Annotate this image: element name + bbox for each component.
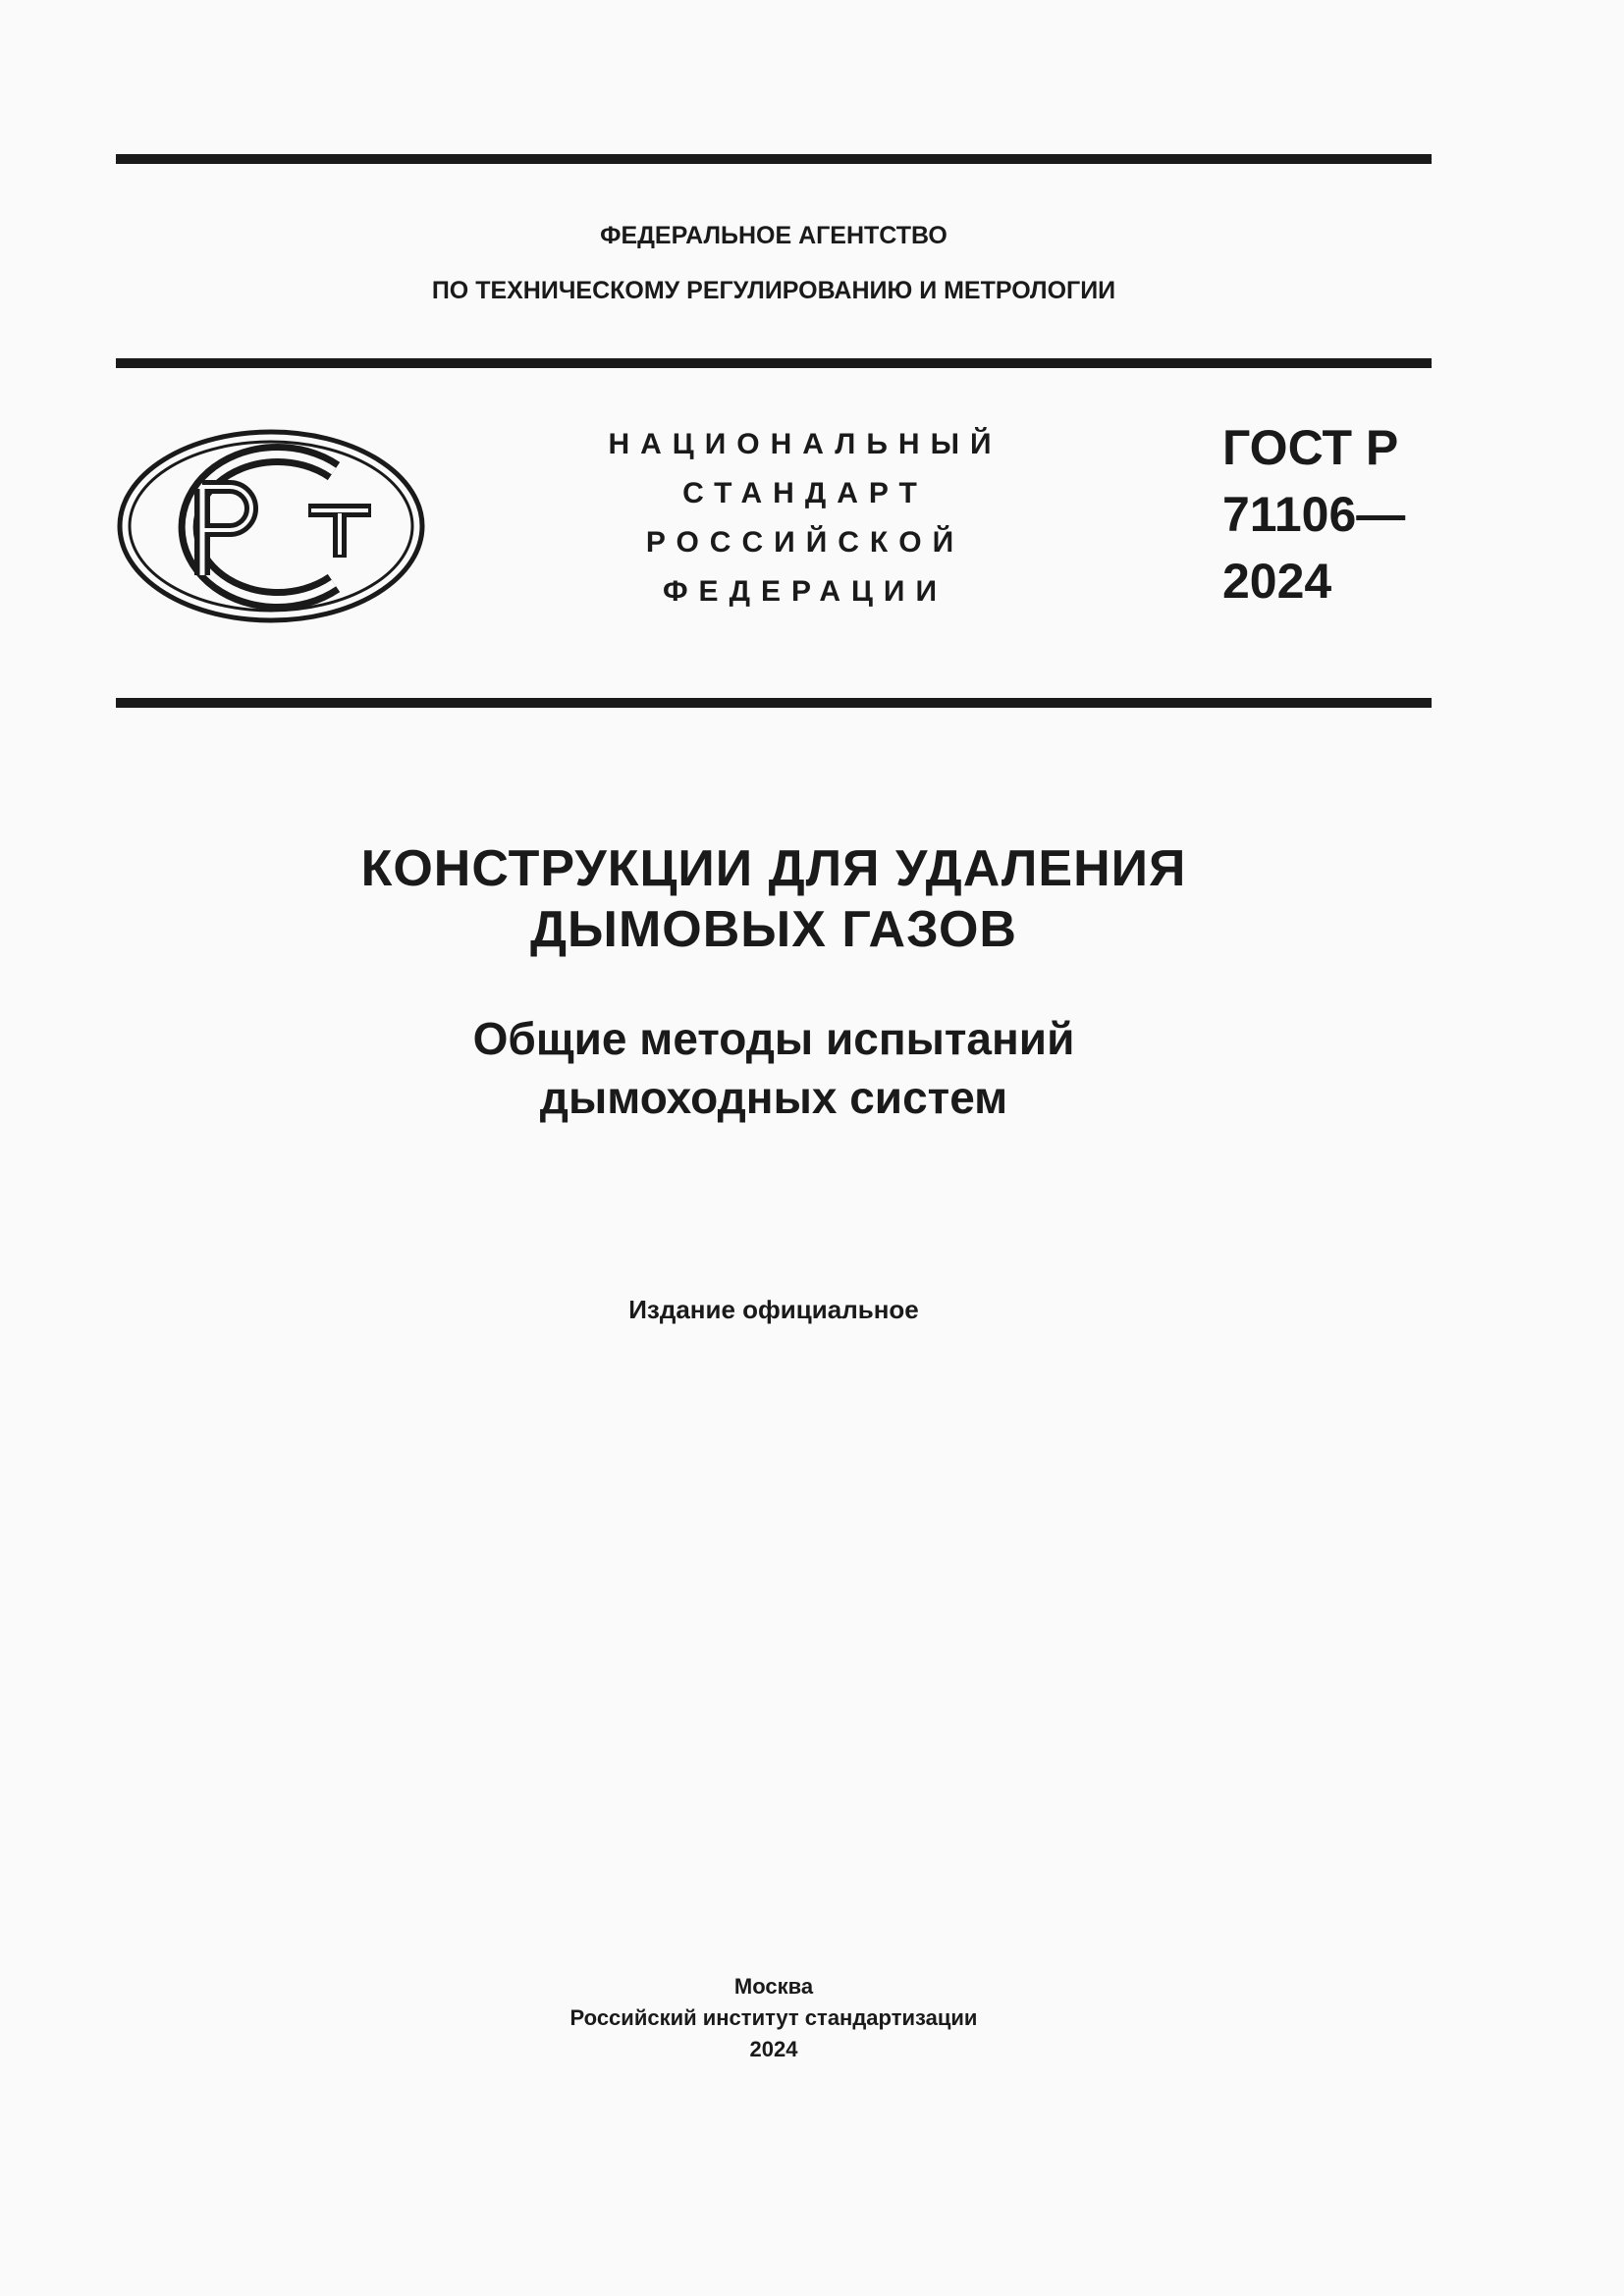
imprint xyxy=(116,1971,1432,2065)
standard-designation xyxy=(1222,414,1405,614)
imprint-publisher: Российский институт стандартизации xyxy=(569,2005,978,2030)
standard-type-block xyxy=(550,420,1060,616)
standard-type-line-3: РОССИЙСКОЙ xyxy=(645,526,965,559)
agency-line-2: ПО ТЕХНИЧЕСКОМУ РЕГУЛИРОВАНИЮ И МЕТРОЛОГИИ xyxy=(431,277,1116,304)
imprint-year: 2024 xyxy=(749,2037,798,2061)
title-line-2: ДЫМОВЫХ ГАЗОВ xyxy=(530,901,1017,958)
edition-label: Издание официальное xyxy=(628,1295,919,1324)
designation-line-3: 2024 xyxy=(1222,554,1332,609)
standard-type-line-4: ФЕДЕРАЦИИ xyxy=(662,575,948,608)
title-line-1: КОНСТРУКЦИИ ДЛЯ УДАЛЕНИЯ xyxy=(360,840,1187,897)
agency-bottom-rule xyxy=(116,358,1432,368)
imprint-city: Москва xyxy=(733,1974,814,1999)
document-subtitle xyxy=(116,1009,1432,1127)
designation-line-2: 71106— xyxy=(1222,487,1406,542)
standard-type-line-1: НАЦИОНАЛЬНЫЙ xyxy=(608,428,1002,460)
standard-type-line-2: СТАНДАРТ xyxy=(682,477,928,509)
header-bottom-rule xyxy=(116,698,1432,708)
top-rule xyxy=(116,154,1432,164)
subtitle-line-1: Общие методы испытаний xyxy=(472,1013,1075,1064)
rst-certification-mark-icon xyxy=(116,428,426,624)
agency-line-1: ФЕДЕРАЛЬНОЕ АГЕНТСТВО xyxy=(600,222,947,249)
designation-line-1: ГОСТ Р xyxy=(1222,420,1399,475)
subtitle-line-2: дымоходных систем xyxy=(539,1072,1008,1123)
document-title xyxy=(116,838,1432,960)
agency-header xyxy=(116,208,1432,318)
